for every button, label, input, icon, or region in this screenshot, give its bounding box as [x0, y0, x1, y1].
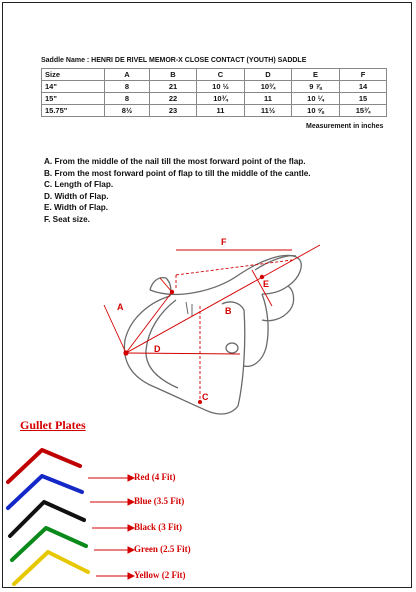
line-f-extension — [176, 260, 292, 290]
table-row — [42, 105, 387, 117]
table-cell: 10 ½ — [197, 81, 245, 93]
label-d: D — [154, 344, 161, 354]
saddle-measurement-diagram — [0, 230, 416, 420]
saddle-name-title: Saddle Name : HENRI DE RIVEL MEMOR-X CLOSE CONTACT (YOUTH) SADDLE — [41, 57, 307, 64]
gullet-plate-black — [10, 502, 84, 536]
measurement-legend — [44, 156, 311, 225]
table-header-row — [42, 69, 387, 81]
table-cell: 22 — [150, 93, 197, 105]
table-cell: 14 — [340, 81, 387, 93]
line-d — [126, 353, 240, 354]
nail-point — [170, 290, 174, 294]
gullet-label-blue: Blue (3.5 Fit) — [134, 496, 185, 506]
saddle-outline — [124, 255, 301, 414]
table-cell: 14" — [42, 81, 105, 93]
label-b: B — [225, 306, 232, 316]
label-f: F — [221, 237, 227, 247]
line-b — [126, 245, 320, 353]
table-cell: 8 — [105, 93, 150, 105]
gullet-plates-title: Gullet Plates — [20, 418, 86, 432]
table-cell: 21 — [150, 81, 197, 93]
table-cell: 8½ — [105, 105, 150, 117]
table-row — [42, 93, 387, 105]
table-cell: 10 ⅝ — [292, 105, 340, 117]
header-b: B — [150, 69, 197, 81]
table-cell: 10¾ — [197, 93, 245, 105]
table-cell: 15" — [42, 93, 105, 105]
table-cell: 15 — [340, 93, 387, 105]
gullet-label-green: Green (2.5 Fit) — [134, 544, 191, 554]
gullet-label-red: Red (4 Fit) — [134, 472, 176, 482]
size-table — [41, 68, 387, 117]
header-size: Size — [42, 69, 105, 81]
measurement-lines — [104, 245, 320, 402]
table-row — [42, 81, 387, 93]
table-cell: 11 — [245, 93, 292, 105]
diagram-labels — [117, 237, 269, 402]
measurement-unit-note: Measurement in inches — [306, 123, 384, 130]
table-cell: 23 — [150, 105, 197, 117]
header-c: C — [197, 69, 245, 81]
gullet-plate-green — [12, 528, 86, 560]
header-d: D — [245, 69, 292, 81]
gullet-label-yellow: Yellow (2 Fit) — [134, 570, 186, 580]
measurement-points — [123, 275, 264, 404]
label-a: A — [117, 302, 124, 312]
table-cell: 10¾ — [245, 81, 292, 93]
table-cell: 9 ⅞ — [292, 81, 340, 93]
legend-item-a: A. From the middle of the nail till the most forward point of the flap. — [44, 157, 306, 166]
table-cell: 8 — [105, 81, 150, 93]
table-cell: 11½ — [245, 105, 292, 117]
header-e: E — [292, 69, 340, 81]
table-cell: 11 — [197, 105, 245, 117]
gullet-label-black: Black (3 Fit) — [134, 522, 182, 532]
table-cell: 15¾ — [340, 105, 387, 117]
flap-front-point — [123, 350, 128, 355]
table-cell: 15.75" — [42, 105, 105, 117]
gullet-plates-figure — [0, 440, 416, 590]
line-a-outer — [104, 305, 126, 353]
legend-item-c: C. Length of Flap. — [44, 180, 114, 189]
header-a: A — [105, 69, 150, 81]
table-cell: 10 ¼ — [292, 93, 340, 105]
legend-item-e: E. Width of Flap. — [44, 203, 109, 212]
gullet-plate-yellow — [14, 552, 88, 584]
legend-item-d: D. Width of Flap. — [44, 191, 109, 201]
header-f: F — [340, 69, 387, 81]
label-c: C — [202, 392, 209, 402]
legend-item-b: B. From the most forward point of flap to till the middle of the cantle. — [44, 168, 311, 178]
label-e: E — [263, 279, 270, 289]
legend-item-f: F. Seat size. — [44, 214, 90, 224]
